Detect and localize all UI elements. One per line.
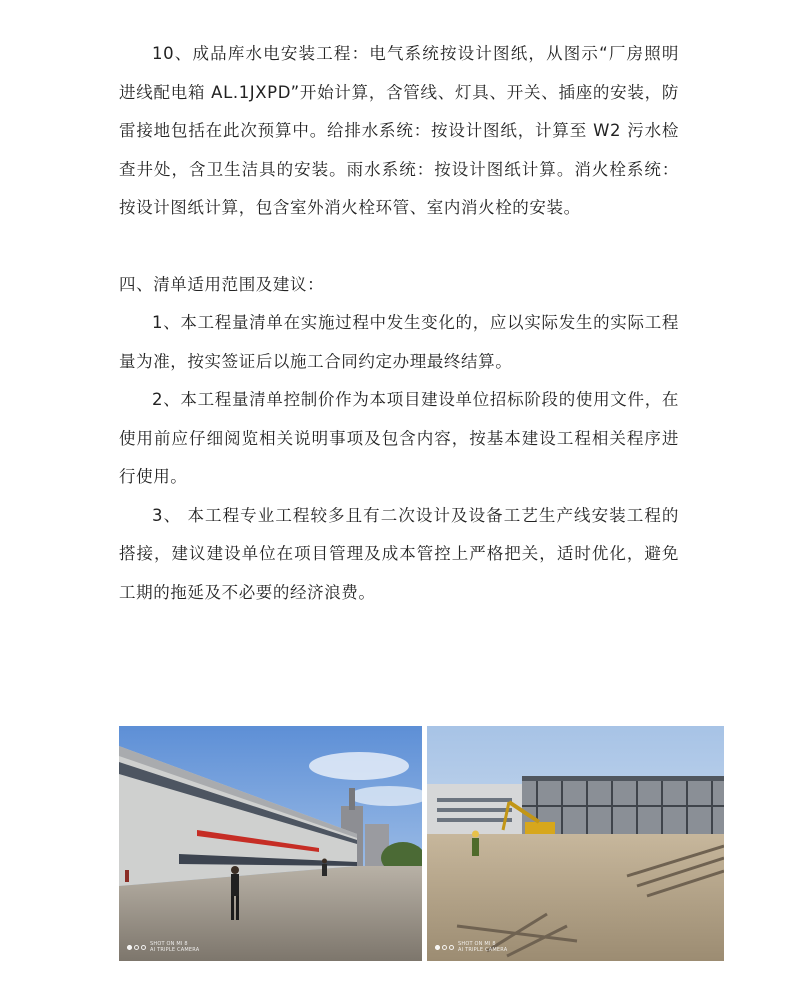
paragraph-10: 10、成品库水电安装工程：电气系统按设计图纸，从图示“厂房照明进线配电箱 AL.1JXPD”开始计算，含管线、灯具、开关、插座的安装，防雷接地包括在此次预算中。给排水系统：按设计图纸，计算至 W2 污水检查井处，含卫生洁具的安装。雨水系统：按设计图纸计算。消火栓系统：按设计图纸计算，包含室外消火栓环管、室内消火栓的安装。 bbox=[119, 44, 679, 217]
photo-row bbox=[119, 726, 724, 961]
construction-site-photo bbox=[427, 726, 724, 961]
camera-dots-icon bbox=[127, 945, 146, 950]
factory-yard-photo bbox=[119, 726, 422, 961]
camera-watermark bbox=[127, 941, 199, 953]
watermark-line-1: SHOT ON MI 8 bbox=[150, 941, 188, 947]
list-item-2: 2、本工程量清单控制价作为本项目建设单位招标阶段的使用文件，在使用前应仔细阅览相关说明事项及包含内容，按基本建设工程相关程序进行使用。 bbox=[119, 390, 679, 486]
watermark-line-1: SHOT ON MI 8 bbox=[458, 941, 496, 947]
document-body bbox=[119, 35, 679, 612]
watermark-line-2: AI TRIPLE CAMERA bbox=[458, 947, 508, 953]
camera-dots-icon bbox=[435, 945, 454, 950]
list-item-3: 3、 本工程专业工程较多且有二次设计及设备工艺生产线安装工程的搭接，建议建设单位在项目管理及成本管控上严格把关，适时优化，避免工期的拖延及不必要的经济浪费。 bbox=[119, 505, 679, 602]
watermark-line-2: AI TRIPLE CAMERA bbox=[150, 947, 200, 953]
section-heading: 四、清单适用范围及建议： bbox=[119, 274, 325, 294]
list-item-1: 1、本工程量清单在实施过程中发生变化的，应以实际发生的实际工程量为准，按实签证后以施工合同约定办理最终结算。 bbox=[119, 313, 679, 371]
camera-watermark bbox=[435, 941, 507, 953]
